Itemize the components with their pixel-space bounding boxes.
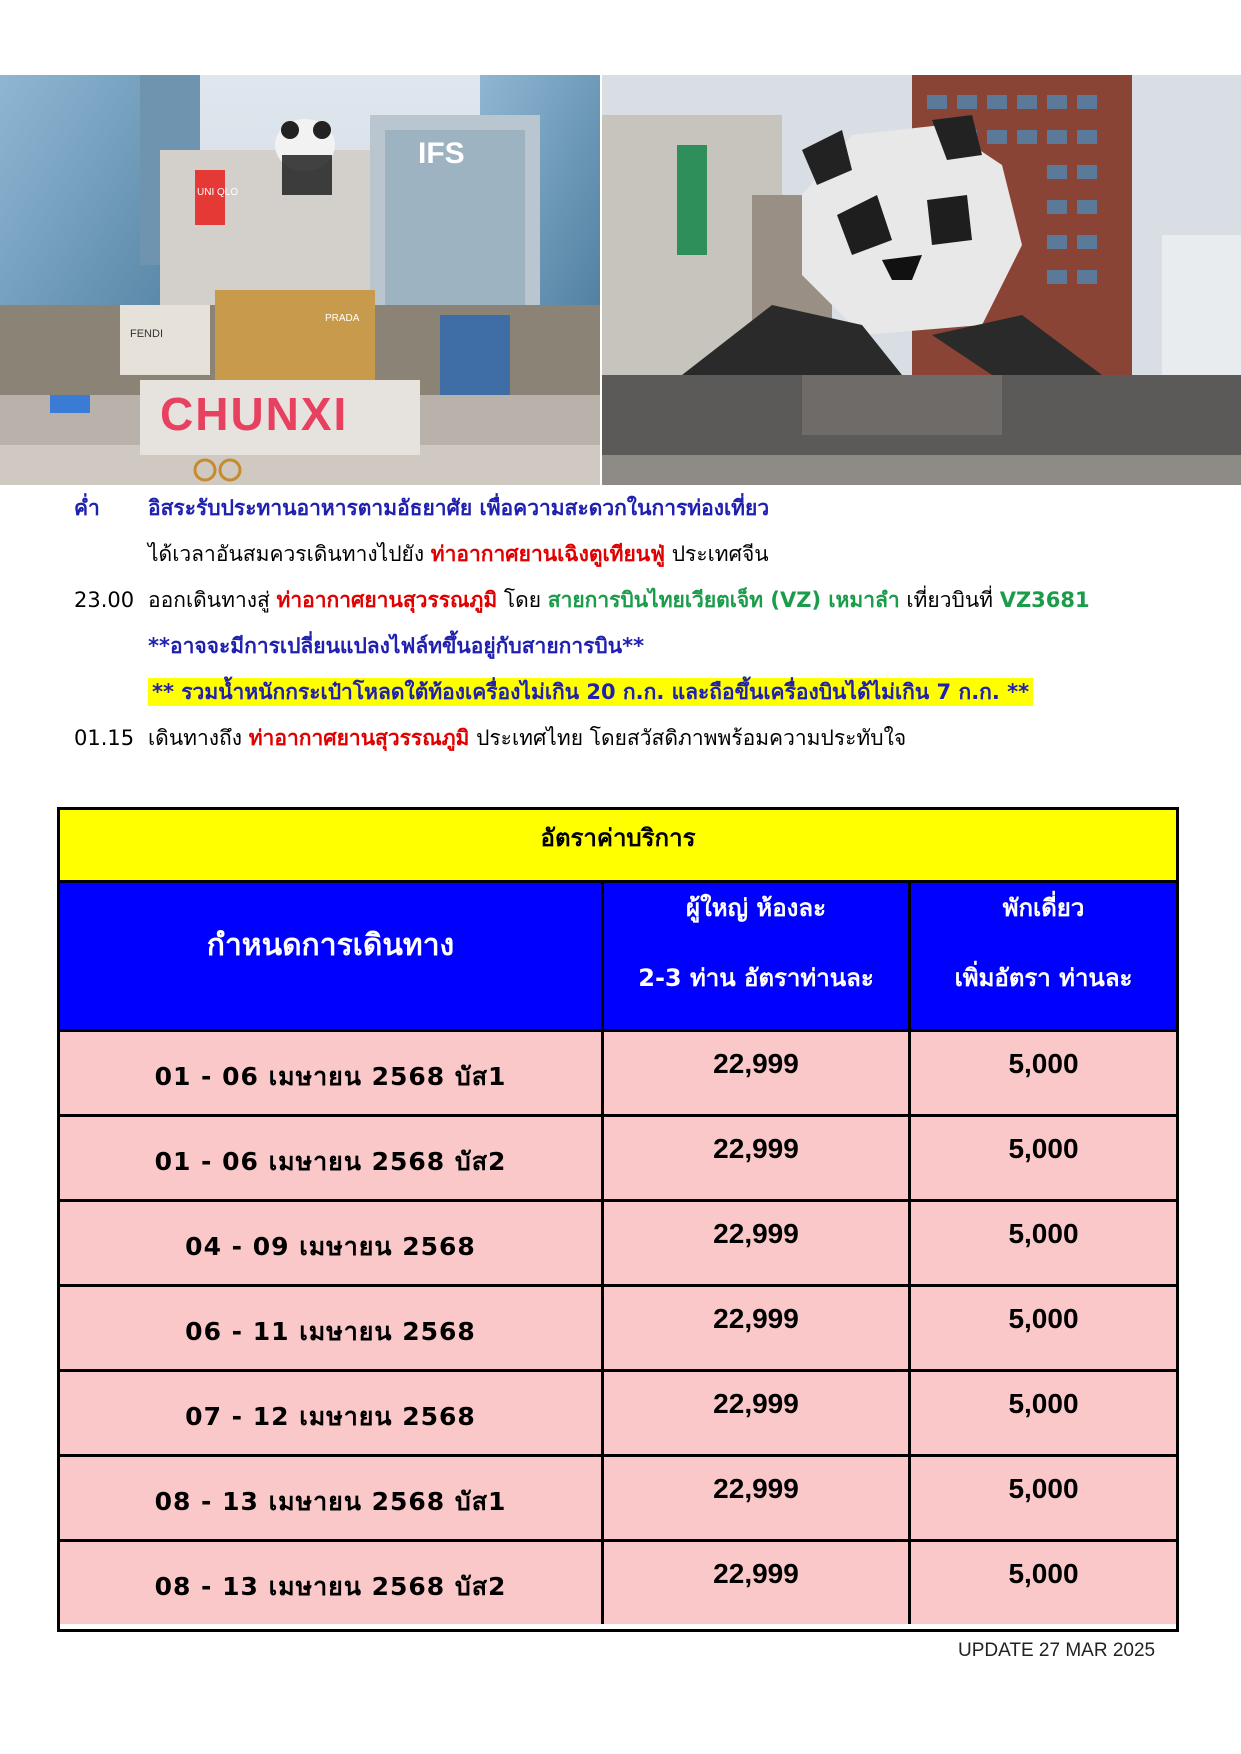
row-adult-price: 22,999: [604, 1202, 911, 1284]
row-date: 08 - 13 เมษายน 2568 บัส2: [60, 1542, 604, 1624]
row-date: 08 - 13 เมษายน 2568 บัส1: [60, 1457, 604, 1539]
schedule-text-segment: ได้เวลาอันสมควรเดินทางไปยัง: [148, 542, 431, 566]
update-date: UPDATE 27 MAR 2025: [958, 1640, 1156, 1661]
schedule-line: [0, 488, 1241, 528]
schedule-text-segment: ประเทศจีน: [665, 542, 769, 566]
schedule-text-segment: ท่าอากาศยานสุวรรณภูมิ: [248, 726, 470, 750]
row-single-price: 5,000: [1008, 1303, 1079, 1334]
row-single-price: 5,000: [1008, 1048, 1079, 1079]
price-table-title: อัตราค่าบริการ: [60, 810, 1176, 883]
header-adult-price: ผู้ใหญ่ ห้องละ 2-3 ท่าน อัตราท่านละ: [604, 883, 911, 1029]
schedule-text-segment: สายการบินไทยเวียตเจ็ท (VZ) เหมาลำ: [547, 588, 900, 612]
row-adult-price: 22,999: [604, 1117, 911, 1199]
schedule-text-segment: VZ3681: [999, 588, 1090, 612]
prada-sign: PRADA: [325, 313, 360, 324]
row-date: 06 - 11 เมษายน 2568: [60, 1287, 604, 1369]
schedule-time: 23.00: [74, 588, 135, 612]
chunxi-sign: CHUNXI: [160, 388, 349, 440]
schedule-time: 01.15: [74, 726, 135, 750]
table-row: [60, 1369, 1176, 1454]
schedule-text-segment: ท่าอากาศยานสุวรรณภูมิ: [276, 588, 498, 612]
header-single-supplement: พักเดี่ยว เพิ่มอัตรา ท่านละ: [911, 883, 1176, 1029]
schedule-description: [148, 672, 1033, 712]
schedule-line: [0, 718, 1241, 758]
table-row: [60, 1539, 1176, 1624]
schedule-line: [0, 580, 1241, 620]
photo-strip: [0, 75, 1241, 485]
row-adult-price: 22,999: [604, 1372, 911, 1454]
row-date: 04 - 09 เมษายน 2568: [60, 1202, 604, 1284]
row-date: 07 - 12 เมษายน 2568: [60, 1372, 604, 1454]
row-date: 01 - 06 เมษายน 2568 บัส2: [60, 1117, 604, 1199]
price-table-header: [60, 883, 1176, 1029]
row-adult-price: 22,999: [604, 1287, 911, 1369]
schedule-line: [0, 626, 1241, 666]
row-date: 01 - 06 เมษายน 2568 บัส1: [60, 1032, 604, 1114]
schedule-text-segment: ท่าอากาศยานเฉิงตูเทียนฟู่: [430, 542, 666, 566]
row-adult-price: 22,999: [604, 1032, 911, 1114]
row-single-price: 5,000: [1008, 1388, 1079, 1419]
row-single-price: 5,000: [1008, 1558, 1079, 1589]
schedule-text-segment: อิสระรับประทานอาหารตามอัธยาศัย เพื่อความสะดวกในการท่องเที่ยว: [148, 496, 770, 520]
schedule-description: [148, 488, 769, 528]
schedule-description: [148, 580, 1090, 620]
table-row: [60, 1454, 1176, 1539]
panda-sculpture-photo: [602, 75, 1241, 485]
schedule-text-segment: เดินทางถึง: [148, 726, 249, 750]
table-row: [60, 1114, 1176, 1199]
row-adult-price: 22,999: [604, 1457, 911, 1539]
schedule-description: [148, 534, 769, 574]
uniqlo-sign: UNI QLO: [197, 187, 239, 198]
ifs-sign: IFS: [418, 137, 465, 170]
fendi-sign: FENDI: [130, 328, 163, 340]
schedule-text-segment: **อาจจะมีการเปลี่ยนแปลงไฟล์ทขึ้นอยู่กับสายการบิน**: [148, 634, 645, 658]
price-table: [57, 807, 1179, 1632]
row-single-price: 5,000: [1008, 1218, 1079, 1249]
chunxi-road-photo: [0, 75, 600, 485]
header-travel-dates: กำหนดการเดินทาง: [60, 883, 604, 1029]
schedule-time: ค่ำ: [74, 496, 100, 520]
schedule-description: [148, 718, 906, 758]
schedule-text-segment: ** รวมน้ำหนักกระเป๋าโหลดใต้ท้องเครื่องไม่เกิน 20 ก.ก. และถือขึ้นเครื่องบินได้ไม่เกิน 7 ก.ก. **: [148, 678, 1033, 706]
schedule-line: [0, 534, 1241, 574]
table-row: [60, 1284, 1176, 1369]
row-single-price: 5,000: [1008, 1473, 1079, 1504]
schedule-description: [148, 626, 644, 666]
table-row: [60, 1199, 1176, 1284]
schedule-text-segment: ประเทศไทย โดยสวัสดิภาพพร้อมความประทับใจ: [469, 726, 907, 750]
table-row: [60, 1029, 1176, 1114]
schedule-line: [0, 672, 1241, 712]
schedule-text-segment: ออกเดินทางสู่: [148, 588, 277, 612]
row-single-price: 5,000: [1008, 1133, 1079, 1164]
schedule-text-segment: โดย: [497, 588, 548, 612]
schedule-text-segment: เที่ยวบินที่: [899, 588, 1000, 612]
row-adult-price: 22,999: [604, 1542, 911, 1624]
